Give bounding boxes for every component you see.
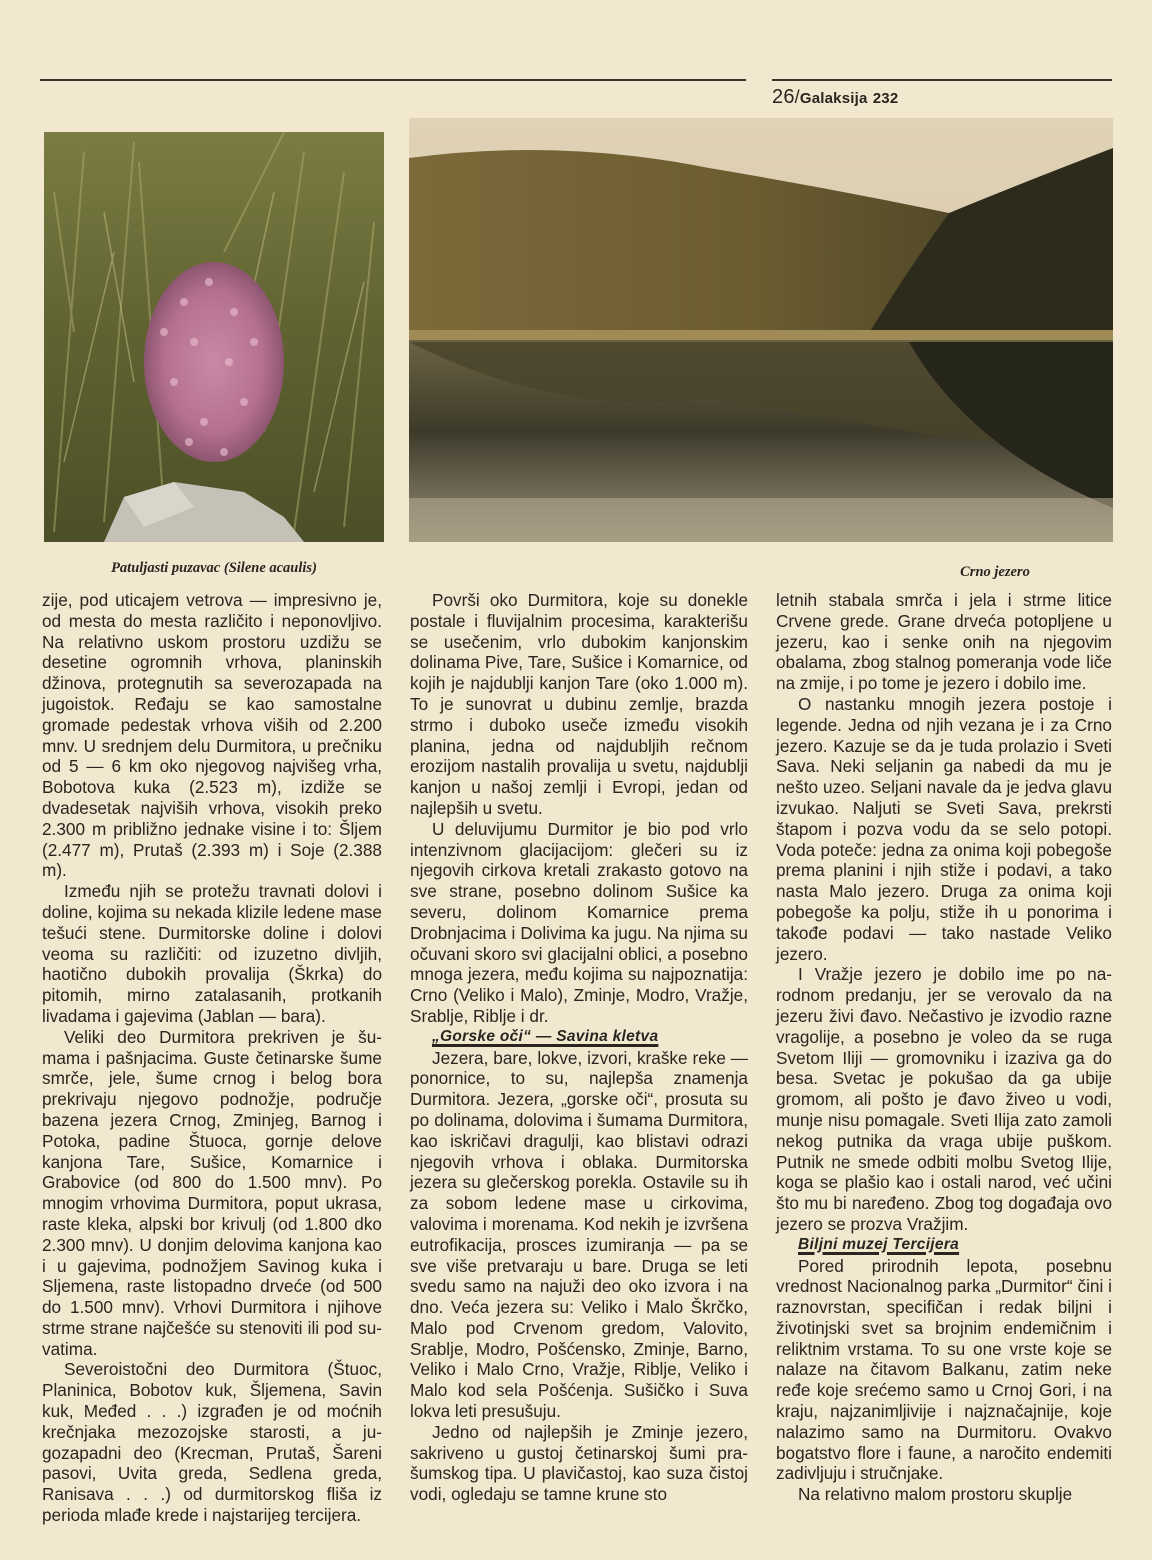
flower-photo-caption: Patuljasti puzavac (Silene acaulis): [111, 560, 317, 576]
paragraph: O nastanku mnogih jezera postoje i legende. Jedna od njih vezana je i za Crno jezero. Kazuje se da je tuda prolazio i Sveti Sava. Neki seljanin ga nabedi da mu je nešto uzeo. Seljani navale da je jedva glavu izvukao. Naljuti se Sveti Sava, prekrsti štapom i pozva vodu da se selo potopi. Voda poteče: jedna za onima koji pobegoše prema planini i njih stiže i podavi, a tako nasta Malo jezero. Druga za onima koji pobegoše ka polju, stiže ih u ponorima i takođe podavi — tako nastade Veliko jezero.: [776, 693, 1112, 964]
paragraph: letnih stabala smrča i jela i strme litice Crvene grede. Grane drveća potopljene u jezeru, kao i senke onih na njegovim obalama, zbog stalnog pomeranja vode liče na zmije, i po tome je jezero i dobilo ime.: [776, 590, 1112, 694]
article-column-1: [42, 590, 382, 1526]
paragraph: I Vražje jezero je dobilo ime po narodnom predanju, jer se verovalo da na jezeru živi đavo. Nečastivo je izvodio razne vragolije, a posebno je voleo da se ruga Svetom Iliji — gromovniku i izaziva ga do besa. Svetac je pokušao da ga ubije gromom, ali pošto je đavo živeo u vodi, munje nisu pomagale. Sveti Ilija zato zamoli nekog putnika da vraga ubije puškom. Putnik ne smede odbiti molbu Svetog Ilije, koga se plašio kao i ostali narod, već učini što mu bi naređeno. Zbog tog događaja ovo jezero se prozva Vražjim.: [776, 964, 1112, 1234]
section-heading: „Gorske oči“ — Savina kletva: [432, 1027, 659, 1045]
article-column-2: [410, 590, 748, 1505]
paragraph: zije, pod uticajem vetrova — impresivno je, od mesta do mesta različito i neponovljivo. Na relativno uskom prostoru uzdižu se desetine ogromnih vrhova, planinskih džinova, protegnutih sa severozapada na jugoistok. Ređaju se kao samostalne gromade pedestak vrhova viših od 2.200 mnv. U srednjem delu Durmitora, u prečniku od 5 — 6 km oko njegovog najvišeg vrha, Bobotova kuka (2.523 m), izdiže se dvadesetak najviših vrhova, visokih preko 2.300 m približno jednake visine i to: Šljem (2.477 m), Prutaš (2.393 m) i Soje (2.388 m).: [42, 590, 382, 881]
header-rule-right: [772, 79, 1112, 81]
issue-number: 232: [872, 90, 899, 107]
paragraph: Jedno od najlepših je Zminje jezero, sakriveno u gustoj četinarskoj šumi prašumskog tipa. U plavičastoj, kao suza čistoj vodi, ogledaju se tamne krune sto: [410, 1421, 748, 1505]
paragraph: Jezera, bare, lokve, izvori, kraške reke — ponornice, to su, najlepša znamenja Durmitora. Jezera, „gorske oči“, prosuta su po dolinama, dolovima i šumama Durmitora, kao iskričavi dragulji, kao blistavi odrazi njegovih vrhova i oblaka. Durmitorska jezera su glečerskog porekla. Ostavile su ih za sobom ledene mase u cirkovima, valovima i morenama. Kod nekih je izvršena eutrofikacija, prosces izumiranja — pa se sve više pretvaraju u bare. Druga se leti svedu samo na najuži deo oko izvora i na dno. Veća jezera su: Veliko i Malo Škrčko, Malo pod Crvenom gredom, Valovito, Srablje, Modro, Pošćensko, Zminje, Barno, Veliko i Malo Crno, Vražje, Riblje, Veliko i Malo kod sela Pošćenja. Sušičko i Suva lokva leti presušuju.: [410, 1047, 748, 1422]
paragraph: Pored prirodnih lepota, posebnu vrednost Nacionalnog parka „Durmitor“ čini i raznovrstan, specifičan i redak biljni i životinjski svet sa brojnim endemičnim i reliktnim vrstama. To su one vrste koje se nalaze na čitavom Balkanu, zatim neke ređe koje srećemo samo u Crnoj Gori, i na kraju, najzanimljivije i najznačajnije, koje nalazimo samo na Durmitoru. Ovakvo bogatstvo flore i faune, a naročito endemiti zadivljuju i stručnjake.: [776, 1255, 1112, 1484]
flower-photo: [44, 132, 384, 542]
lake-photo: [409, 118, 1113, 542]
paragraph: Na relativno malom prostoru skuplje: [798, 1484, 1073, 1505]
page-header: 26/Galaksija 232: [772, 86, 899, 108]
flower-photo-image: [44, 132, 384, 542]
section-heading: Biljni muzej Tercijera: [798, 1235, 960, 1253]
lake-photo-caption: Crno jezero: [960, 564, 1030, 580]
paragraph: Između njih se protežu travnati dolovi i doline, kojima su nekada klizile ledene mase tešući stene. Durmitorske doline i dolovi veoma su različiti: od izuzetno divljih, haotično dubokih provalija (Škrka) do pitomih, mirno zatalasanih, protkanih livadama i gajevima (Jablan — bara).: [42, 881, 382, 1026]
paragraph: Veliki deo Durmitora prekriven je šumama i pašnjacima. Guste četinarske šume smrče, jele, šume crnog i belog bora prekrivaju njegovo podnožje, područje bazena jezera Crnog, Zminjeg, Barnog i Potoka, padine Štuoca, gornje delove kanjona Tare, Sušice, Komarnice i Grabovice (od 800 do 1.500 mnv). Po mnogim vrhovima Durmitora, poput ukrasa, raste kleka, alpski bor krivulj (od 1.800 dko 2.300 mnv). U donjim delovima kanjona kao i u gajevima, podnožjem Savinog kuka i Sljemena, raste listopadno drveće (od 500 do 1.500 mnv). Vrhovi Durmitora i njihove strme strane najčešće su stenoviti ili pod suvatima.: [42, 1026, 382, 1359]
header-rule-left: [40, 79, 746, 81]
paragraph: Severoistočni deo Durmitora (Štuoc, Planinica, Bobotov kuk, Šljemena, Savin kuk, Međed . . .) izgrađen je od moćnih krečnjaka mezozojske starosti, a jugozapadni deo (Krecman, Prutaš, Šareni pasovi, Uvita greda, Sedlena greda, Ranisava . . .) od durmitorskog fliša iz perioda mlađe krede i najstarijeg tercijera.: [42, 1359, 382, 1526]
lake-photo-image: [409, 118, 1113, 542]
paragraph: U deluvijumu Durmitor je bio pod vrlo intenzivnom glacijacijom: glečeri su iz njegovih cirkova kretali zrakasto gotovo na sve strane, posebno dolinom Sušice ka severu, dolinom Komarnice prema Drobnjacima i Dolivima ka jugu. Na njima su očuvani skoro svi glacijalni oblici, a posebno mnoga jezera, među kojima su najpoznatija: Crno (Veliko i Malo), Zminje, Modro, Vražje, Srablje, Riblje i dr.: [410, 818, 748, 1026]
magazine-name: Galaksija: [799, 90, 868, 107]
paragraph: Površi oko Durmitora, koje su donekle postale i fluvijalnim procesima, karakterišu se usečenim, vrlo dubokim kanjonskim dolinama Pive, Tare, Sušice i Komarnice, od kojih je najdublji kanjon Tare (oko 1.000 m). To je sunovrat u dubinu zemlje, brazda strmo i duboko useče između visokih planina, jedna od najdubljih rečnom erozijom nastalih provalija u svetu, najdublji kanjon u našoj zemlji i Evropi, jedan od najlepših u svetu.: [410, 590, 748, 818]
page-number: 26: [772, 86, 795, 108]
article-column-3: [776, 590, 1112, 1505]
